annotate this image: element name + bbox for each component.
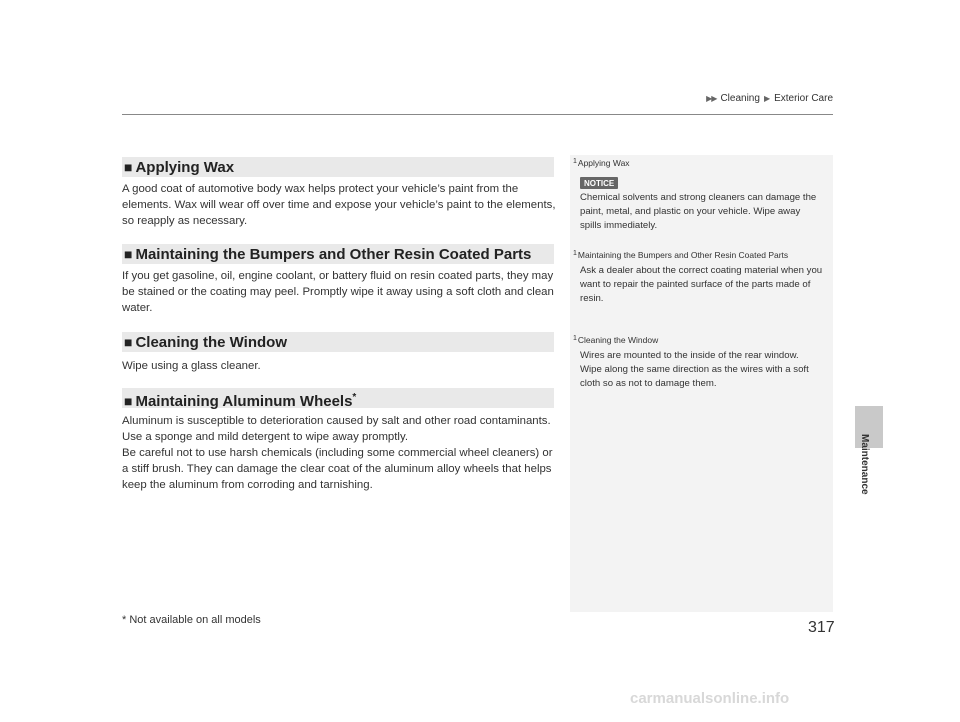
reference-mark-icon: 1 — [573, 335, 577, 342]
double-arrow-icon: ▶▶ — [706, 94, 717, 103]
paragraph-applying-wax: A good coat of automotive body wax helps protect your vehicle’s paint from the elements. Wax will wear off over time and expose your vehicle’s paint to the elements, so reapply as necessary. — [122, 183, 556, 227]
watermark: carmanualsonline.info — [630, 690, 790, 707]
arrow-icon: ▶ — [763, 94, 771, 103]
section-heading-window — [122, 332, 554, 352]
section-heading-wheels — [122, 388, 554, 408]
note-title[interactable]: 1 Applying Wax — [573, 158, 630, 168]
paragraph-bumpers: If you get gasoline, oil, engine coolant, or battery fluid on resin coated parts, they may be stained or the coating may peel. Promptly wipe it away using a soft cloth and clean water. — [122, 270, 554, 314]
section-heading-text: Maintaining the Bumpers and Other Resin Coated Parts — [135, 246, 532, 263]
asterisk-mark: * — [352, 392, 357, 403]
chapter-label: Maintenance — [859, 434, 870, 495]
header-divider — [122, 114, 833, 115]
reference-mark-icon: 1 — [573, 158, 577, 165]
sidebar-notes — [570, 155, 833, 612]
paragraph-wheels-1: Aluminum is susceptible to deterioration caused by salt and other road contaminants. Use a sponge and mild detergent to wipe away promptly. — [122, 415, 551, 443]
note-window — [570, 335, 833, 391]
reference-mark-icon: 1 — [573, 250, 577, 257]
breadcrumb-item-exterior-care[interactable]: Exterior Care — [774, 93, 833, 104]
paragraph-window: Wipe using a glass cleaner. — [122, 360, 261, 372]
page-number: 317 — [808, 619, 835, 636]
square-bullet-icon: ■ — [124, 334, 133, 350]
notice-badge: NOTICE — [580, 177, 618, 189]
square-bullet-icon: ■ — [124, 246, 133, 262]
section-heading-applying-wax — [122, 157, 554, 177]
note-title[interactable]: 1 Maintaining the Bumpers and Other Resin Coated Parts — [573, 250, 789, 260]
paragraph-wheels-2: Be careful not to use harsh chemicals (including some commercial wheel cleaners) or a stiff brush. They can damage the clear coat of the aluminum alloy wheels that helps keep the aluminum from corroding and tarnishing. — [122, 447, 553, 491]
breadcrumb-item-cleaning[interactable]: Cleaning — [720, 93, 760, 104]
breadcrumb — [706, 93, 833, 104]
section-heading-text: Cleaning the Window — [135, 334, 287, 351]
section-heading-text: Maintaining Aluminum Wheels — [135, 393, 353, 410]
section-heading-bumpers — [122, 244, 554, 264]
square-bullet-icon: ■ — [124, 159, 133, 175]
note-bumpers — [570, 250, 833, 306]
section-heading-text: Applying Wax — [135, 159, 235, 176]
note-body: Wires are mounted to the inside of the rear window. Wipe along the same direction as the wires with a soft cloth so as not to damage them. — [580, 350, 809, 389]
footnote: * Not available on all models — [122, 614, 261, 626]
note-title[interactable]: 1 Cleaning the Window — [573, 335, 659, 345]
note-applying-wax — [570, 158, 833, 233]
square-bullet-icon: ■ — [124, 393, 133, 409]
note-body: Ask a dealer about the correct coating material when you want to repair the painted surface of the parts made of resin. — [580, 265, 823, 304]
note-body: Chemical solvents and strong cleaners can damage the paint, metal, and plastic on your vehicle. Wipe away spills immediately. — [580, 192, 817, 231]
